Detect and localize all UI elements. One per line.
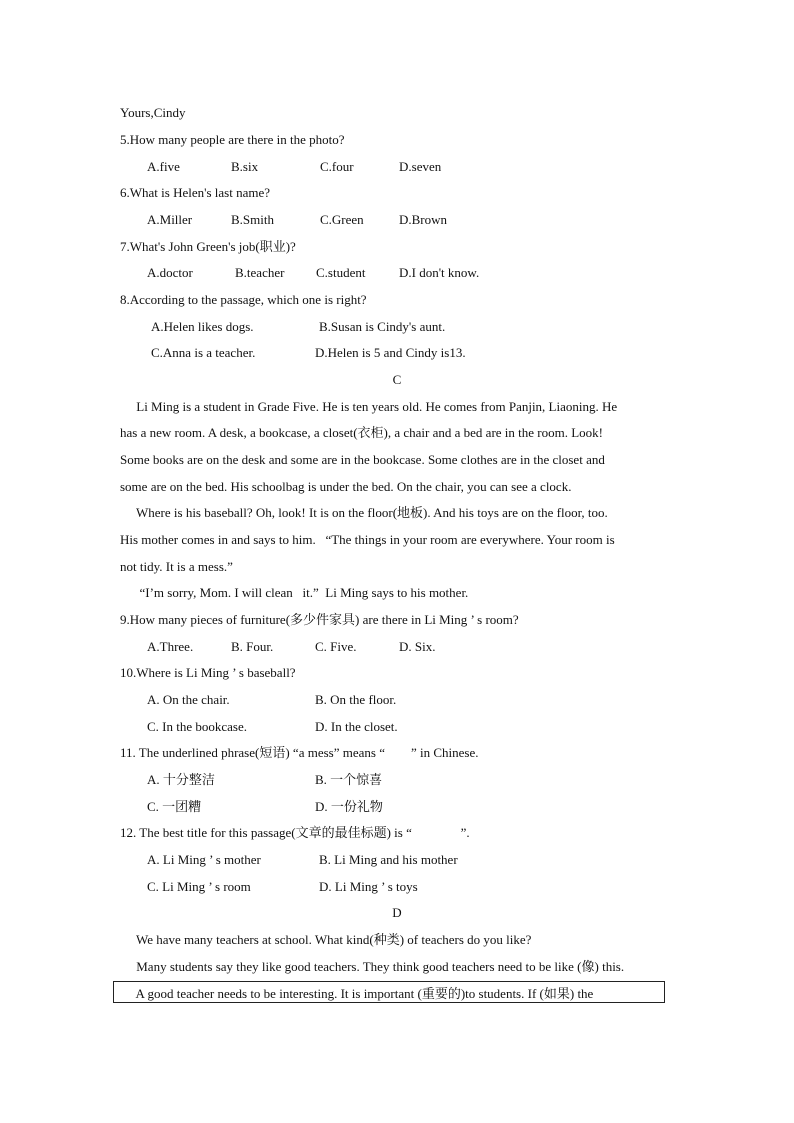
q5-option-a: A.five — [147, 159, 180, 174]
q11-option-c: C. 一团糟 — [147, 799, 202, 814]
q9-option-b: B. Four. — [231, 639, 274, 654]
passage-c-line: not tidy. It is a mess.” — [120, 559, 233, 574]
q8-option-b: B.Susan is Cindy's aunt. — [319, 319, 446, 334]
section-c-heading: C — [392, 372, 402, 387]
passage-d-line: A good teacher needs to be interesting. It is important (重要的)to students. If (如果) the — [120, 986, 594, 1001]
passage-c-line: Some books are on the desk and some are in the bookcase. Some clothes are in the closet and — [120, 452, 605, 467]
passage-c-line: Li Ming is a student in Grade Five. He is ten years old. He comes from Panjin, Liaoning. He — [120, 399, 618, 414]
q11-option-a: A. 十分整洁 — [147, 772, 215, 787]
passage-c-line: His mother comes in and says to him. “The things in your room are everywhere. Your room is — [120, 532, 615, 547]
question-10-stem: 10.Where is Li Ming ’ s baseball? — [120, 665, 296, 680]
q12-option-c: C. Li Ming ’ s room — [147, 879, 251, 894]
letter-closing: Yours,Cindy — [120, 105, 186, 120]
q6-option-c: C.Green — [320, 212, 364, 227]
q11-option-d: D. 一份礼物 — [315, 799, 383, 814]
question-5-stem: 5.How many people are there in the photo? — [120, 132, 345, 147]
q7-option-b: B.teacher — [235, 265, 285, 280]
q7-option-a: A.doctor — [147, 265, 193, 280]
q10-option-c: C. In the bookcase. — [147, 719, 248, 734]
q9-option-c: C. Five. — [315, 639, 357, 654]
q11-option-b: B. 一个惊喜 — [315, 772, 383, 787]
question-7-stem: 7.What's John Green's job(职业)? — [120, 239, 296, 254]
q10-option-a: A. On the chair. — [147, 692, 230, 707]
q6-option-d: D.Brown — [399, 212, 448, 227]
q8-option-d: D.Helen is 5 and Cindy is13. — [315, 345, 466, 360]
section-d-heading: D — [392, 905, 402, 920]
question-8-stem: 8.According to the passage, which one is right? — [120, 292, 367, 307]
passage-d-line: Many students say they like good teachers. They think good teachers need to be like (像) this. — [120, 959, 625, 974]
question-6-stem: 6.What is Helen's last name? — [120, 185, 270, 200]
question-12-stem: 12. The best title for this passage(文章的最佳标题) is “ ”. — [120, 825, 470, 840]
q6-option-b: B.Smith — [231, 212, 274, 227]
passage-d-line: We have many teachers at school. What kind(种类) of teachers do you like? — [120, 932, 532, 947]
q8-option-a: A.Helen likes dogs. — [151, 319, 254, 334]
question-11-stem: 11. The underlined phrase(短语) “a mess” means “ ” in Chinese. — [120, 745, 479, 760]
q10-option-d: D. In the closet. — [315, 719, 398, 734]
q12-option-b: B. Li Ming and his mother — [319, 852, 458, 867]
q12-option-a: A. Li Ming ’ s mother — [147, 852, 261, 867]
question-9-stem: 9.How many pieces of furniture(多少件家具) are there in Li Ming ’ s room? — [120, 612, 519, 627]
passage-c-line: Where is his baseball? Oh, look! It is on the floor(地板). And his toys are on the floor, too. — [120, 505, 608, 520]
q10-option-b: B. On the floor. — [315, 692, 397, 707]
q12-option-d: D. Li Ming ’ s toys — [319, 879, 418, 894]
q9-option-d: D. Six. — [399, 639, 436, 654]
q5-option-c: C.four — [320, 159, 354, 174]
q8-option-c: C.Anna is a teacher. — [151, 345, 256, 360]
passage-c-line: has a new room. A desk, a bookcase, a closet(衣柜), a chair and a bed are in the room. Look! — [120, 425, 604, 440]
passage-c-line: “I’m sorry, Mom. I will clean it.” Li Ming says to his mother. — [120, 585, 469, 600]
q7-option-c: C.student — [316, 265, 366, 280]
q5-option-b: B.six — [231, 159, 259, 174]
q6-option-a: A.Miller — [147, 212, 193, 227]
q5-option-d: D.seven — [399, 159, 442, 174]
passage-c-line: some are on the bed. His schoolbag is under the bed. On the chair, you can see a clock. — [120, 479, 572, 494]
q9-option-a: A.Three. — [147, 639, 194, 654]
q7-option-d: D.I don't know. — [399, 265, 480, 280]
